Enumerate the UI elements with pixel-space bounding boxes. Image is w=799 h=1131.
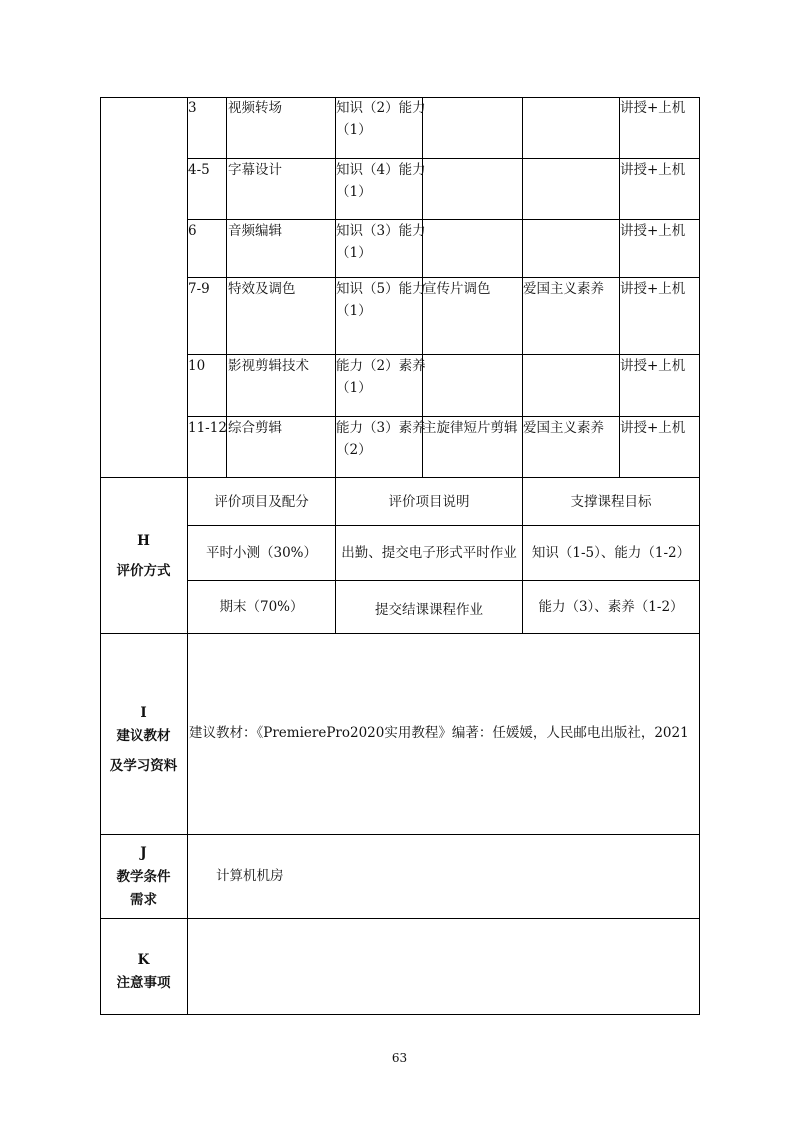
section-code: H (137, 533, 150, 549)
objective-cell-line2: （1） (336, 184, 372, 200)
topic-cell: 综合剪辑 (228, 420, 282, 436)
method-cell: 讲授+上机 (620, 281, 686, 297)
topic-cell: 影视剪辑技术 (228, 358, 309, 374)
eval-target-cell: 能力（3）、素养（1-2） (538, 599, 684, 615)
eval-item-cell: 期末（70%） (219, 599, 304, 615)
column-header: 评价项目及配分 (214, 494, 309, 510)
section-title: 教学条件 (116, 869, 171, 885)
method-cell: 讲授+上机 (620, 162, 686, 178)
objective-cell: 能力（2）素养 (336, 358, 426, 374)
week-cell: 3 (188, 100, 197, 116)
ideology-cell: 爱国主义素养 (523, 420, 604, 436)
objective-cell: 知识（5）能力 (336, 281, 426, 297)
objective-cell-line2: （1） (336, 380, 372, 396)
ideology-cell: 爱国主义素养 (523, 281, 604, 297)
objective-cell-line2: （1） (336, 303, 372, 319)
eval-target-cell: 知识（1-5）、能力（1-2） (531, 545, 691, 561)
section-title-line2: 及学习资料 (109, 758, 178, 774)
objective-cell-line2: （1） (336, 245, 372, 261)
eval-item-cell: 平时小测（30%） (205, 545, 317, 561)
column-header: 支撑课程目标 (570, 494, 652, 510)
practice-cell: 主旋律短片剪辑 (423, 420, 518, 436)
topic-cell: 字幕设计 (228, 162, 282, 178)
week-cell: 7-9 (188, 281, 210, 297)
section-title-line2: 需求 (130, 892, 157, 908)
eval-desc-cell: 出勤、提交电子形式平时作业 (341, 545, 517, 561)
section-code: I (140, 705, 147, 721)
practice-cell: 宣传片调色 (423, 281, 491, 297)
topic-cell: 特效及调色 (228, 281, 296, 297)
objective-cell: 知识（4）能力 (336, 162, 426, 178)
method-cell: 讲授+上机 (620, 420, 686, 436)
method-cell: 讲授+上机 (620, 358, 686, 374)
column-header: 评价项目说明 (388, 494, 470, 510)
section-title: 评价方式 (116, 563, 171, 579)
textbook-text: 建议教材：《PremierePro2020实用教程》编著：任媛媛，人民邮电出版社，2021 (189, 725, 689, 741)
page-number: 63 (391, 1051, 408, 1065)
topic-cell: 音频编辑 (228, 223, 282, 239)
section-title: 注意事项 (116, 975, 171, 991)
objective-cell-line2: （1） (336, 122, 372, 138)
topic-cell: 视频转场 (228, 100, 282, 116)
objective-cell: 知识（2）能力 (336, 100, 426, 116)
objective-cell-line2: （2） (336, 442, 372, 458)
section-title: 建议教材 (116, 728, 171, 744)
method-cell: 讲授+上机 (620, 100, 686, 116)
section-code: J (140, 845, 147, 861)
week-cell: 11-12 (188, 420, 227, 436)
section-code: K (137, 952, 150, 968)
week-cell: 10 (188, 358, 206, 374)
objective-cell: 知识（3）能力 (336, 223, 426, 239)
method-cell: 讲授+上机 (620, 223, 686, 239)
week-cell: 6 (188, 223, 197, 239)
conditions-text: 计算机机房 (216, 868, 284, 884)
objective-cell: 能力（3）素养 (336, 420, 426, 436)
week-cell: 4-5 (188, 162, 210, 178)
eval-desc-cell: 提交结课课程作业 (375, 602, 483, 618)
